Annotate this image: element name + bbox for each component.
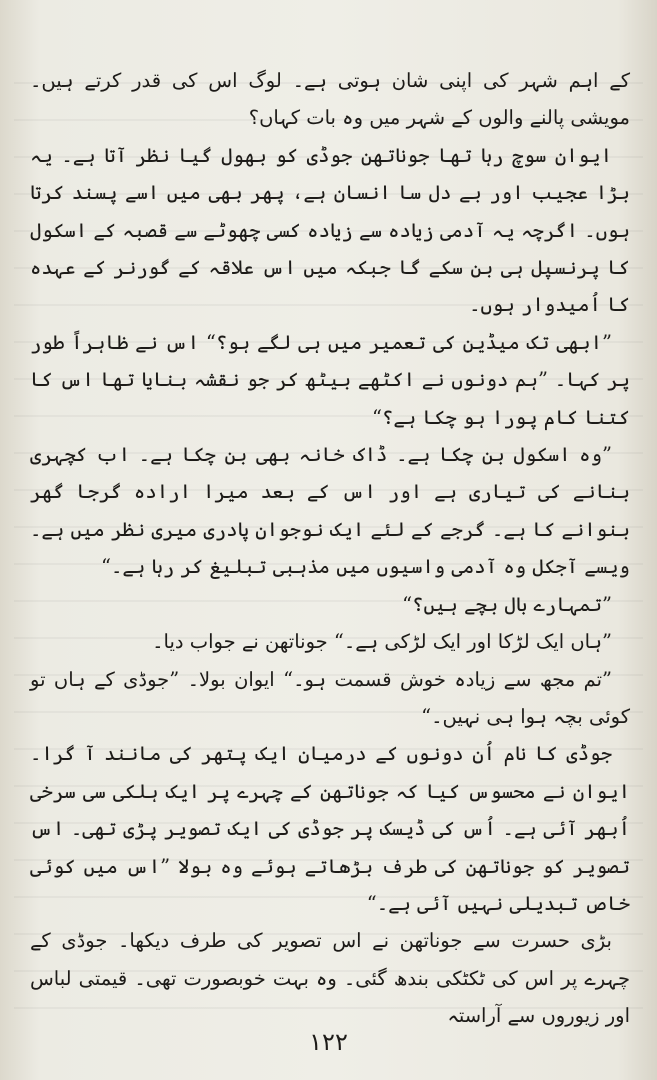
paragraph: ایوان سوچ رہا تھا جوناتھن جوڈی کو بھول گیا نظر آتا ہے۔ یہ بڑا عجیب اور بے دل سا انسان ہے، پھر بھی میں اسے پسند کرتا ہوں۔ اگرچہ یہ آدمی زیادہ سے زیادہ کسی چھوٹے سے قصبہ کے اسکول کا پرنسپل ہی بن سکے گا جبکہ میں اس علاقہ کے گورنر کے عہدہ کا اُمیدوار ہوں۔: [30, 143, 630, 317]
paragraph: ”تم مجھ سے زیادہ خوش قسمت ہو۔“ ایوان بولا۔ ”جوڈی کے ہاں تو کوئی بچہ ہوا ہی نہیں۔“: [30, 667, 630, 728]
paragraph: کے اہم شہر کی اپنی شان ہوتی ہے۔ لوگ اس کی قدر کرتے ہیں۔ مویشی پالنے والوں کے شہر میں وہ بات کہاں؟: [30, 69, 630, 130]
body-text: [30, 62, 630, 1035]
paragraph: جوڈی کا نام اُن دونوں کے درمیان ایک پتھر کی مانند آ گرا۔ ایوان نے محسوس کیا کہ جوناتھن کے چہرے پر ایک ہلکی سی سرخی اُبھر آئی ہے۔ اُس کی ڈیسک پر جوڈی کی ایک تصویر پڑی تھی۔ اس تصویر کو جوناتھن کی طرف بڑھاتے ہوئے وہ بولا ”اس میں کوئی خاص تبدیلی نہیں آئی ہے۔“: [30, 742, 630, 915]
paragraph: ”تمہارے بال بچے ہیں؟“: [402, 592, 612, 616]
paragraph: ”ابھی تک میڈین کی تعمیر میں ہی لگے ہو؟“ اس نے ظاہراً طور پر کہا۔ ”ہم دونوں نے اکٹھے بیٹھ کر جو نقشہ بنایا تھا اس کا کتنا کام پورا ہو چکا ہے؟“: [30, 330, 630, 429]
page-number: ۱۲۲: [309, 1028, 348, 1056]
paragraph: بڑی حسرت سے جوناتھن نے اس تصویر کی طرف دیکھا۔ جوڈی کے چہرے پر اس کی ٹکٹکی بندھ گئی۔ وہ بہت خوبصورت تھی۔ قیمتی لباس اور زیوروں سے آراستہ: [30, 929, 630, 1028]
paragraph: ”وہ اسکول بن چکا ہے۔ ڈاک خانہ بھی بن چکا ہے۔ اب کچہری بنانے کی تیاری ہے اور اس کے بعد میرا ارادہ گرجا گھر بنوانے کا ہے۔ گرجے کے لئے ایک نوجوان پادری میری نظر میں ہے۔ ویسے آجکل وہ آدمی واسیوں میں مذہبی تبلیغ کر رہا ہے۔“: [30, 443, 630, 579]
paragraph: ”ہاں ایک لڑکا اور ایک لڑکی ہے۔“ جوناتھن نے جواب دیا۔: [152, 630, 612, 654]
